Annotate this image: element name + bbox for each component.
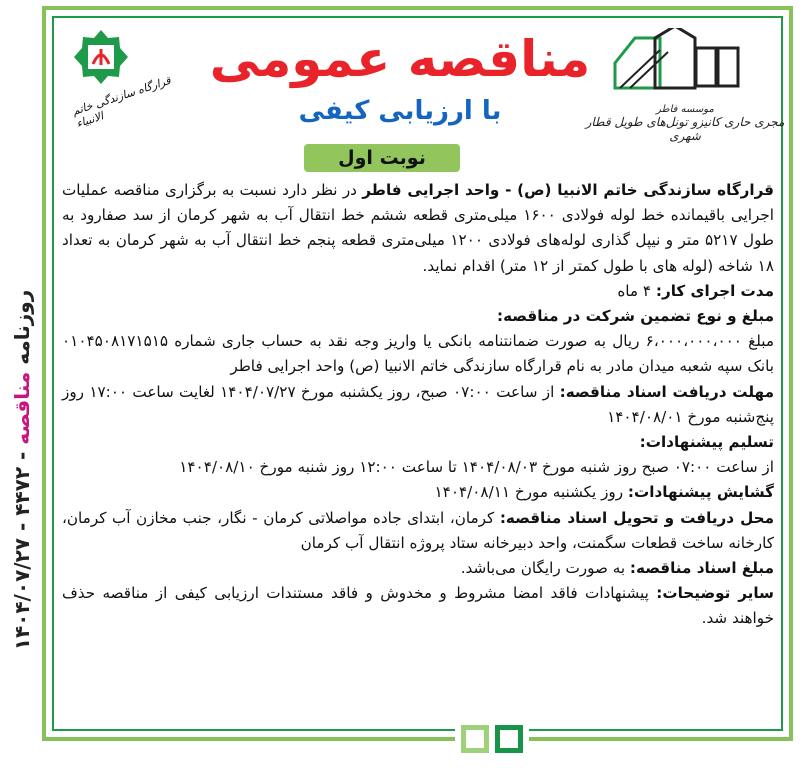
decor-square-dark [495,725,523,753]
notice-body [62,178,774,632]
location-paragraph [62,506,774,556]
price-line [62,556,774,581]
newspaper-label: روزنامه [10,289,34,365]
page-subtitle: با ارزیابی کیفی [298,96,502,126]
intro-organization: قرارگاه سازندگی خاتم الانبیا (ص) - واحد اجرایی فاطر [362,181,774,199]
submission-label: تسلیم پیشنهادات: [639,433,774,452]
other-label: سایر توضیحات: [656,584,774,603]
issue-number: - ۴۴۷۲ - ۱۴۰۴/۰۷/۲۷ [10,451,34,651]
price-text: به صورت رایگان می‌باشد. [460,559,626,578]
decor-square-light [461,725,489,753]
newspaper-credit [10,290,34,651]
page-title: مناقصه عمومی [209,30,591,88]
other-text: پیشنهادات فاقد امضا مشروط و مخدوش و فاقد مستندات ارزیابی کیفی از مناقصه حذف خواهند شد. [62,584,774,628]
duration-line [62,279,774,304]
deadline-label: مهلت دریافت اسناد مناقصه: [559,382,774,401]
newspaper-brand: مناقصه [10,371,34,445]
deadline-paragraph [62,380,774,430]
price-label: مبلغ اسناد مناقصه: [629,559,774,578]
fater-logo-caption-main: مجری حاری کانیزو تونل‌های طویل قطار شهری [585,115,785,143]
opening-label: گشایش پیشنهادات: [627,483,774,502]
deadline-text: از ساعت ۰۷:۰۰ صبح، روز یکشنبه مورخ ۱۴۰۴/۰۷/۲۷ لغایت ساعت ۱۷:۰۰ روز پنج‌شنبه مورخ ۱۴۰۴/۰۸/۰۱ [62,382,774,426]
intro-paragraph [62,178,774,279]
guarantee-text: مبلغ ۶،۰۰۰،۰۰۰،۰۰۰ ریال به صورت ضمانتنامه بانکی یا واریز وجه نقد به حساب جاری شماره ۰۱۰۴۵۰۸۱۷۱۵۱۵ بانک سپه شعبه میدان مادر به نام قرارگاه سازندگی خاتم الانبیا (ص) واحد اجرایی فاطر [62,332,774,376]
round-badge: نوبت اول [304,144,460,172]
guarantee-label: مبلغ و نوع تضمین شرکت در مناقصه: [497,307,774,326]
opening-line [62,480,774,505]
submission-label-line [62,430,774,455]
duration-label: مدت اجرای کار: [655,281,774,300]
fater-logo-caption-top: موسسه فاطر [656,104,714,115]
duration-value: ۴ ماه [617,281,652,300]
khatam-signature [70,73,182,131]
frame-bottom-decoration [455,725,529,755]
guarantee-label-line [62,304,774,329]
fater-logo-caption [585,104,785,143]
other-paragraph [62,581,774,631]
guarantee-paragraph [62,329,774,379]
newspaper-sidebar [4,289,40,651]
opening-text: روز یکشنبه مورخ ۱۴۰۴/۰۸/۱۱ [434,483,624,502]
fater-logo-icon [600,28,770,98]
khatam-caption: قرارگاه سازندگی خاتم الانبیاء [70,73,173,131]
location-label: محل دریافت و تحویل اسناد مناقصه: [499,508,774,527]
submission-paragraph [62,455,774,480]
intro-text: در نظر دارد نسبت به برگزاری مناقصه عملیات اجرایی باقیمانده خط لوله فولادی ۱۶۰۰ میلی‌متری قطعه ششم خط انتقال آب به شهر کرمان از سد صفارود به طول ۵۲۱۷ متر و نیپل گذاری لوله‌های فولادی ۱۲۰۰ میلی‌متری قطعه پنجم خط انتقال آب به شهر کرمان به تعداد ۱۸ شاخه (لوله های با طول کمتر از ۱۲ متر) اقدام نماید. [62,181,774,275]
submission-text: از ساعت ۰۷:۰۰ صبح روز شنبه مورخ ۱۴۰۴/۰۸/۰۳ تا ساعت ۱۲:۰۰ روز شنبه مورخ ۱۴۰۴/۰۸/۱۰ [179,458,774,477]
location-text: کرمان، ابتدای جاده مواصلاتی کرمان - نگار، جنب مخازن آب کرمان، کارخانه ساخت قطعات سگمنت، واحد دبیرخانه ستاد پروژه انتقال آب کرمان [62,508,774,552]
